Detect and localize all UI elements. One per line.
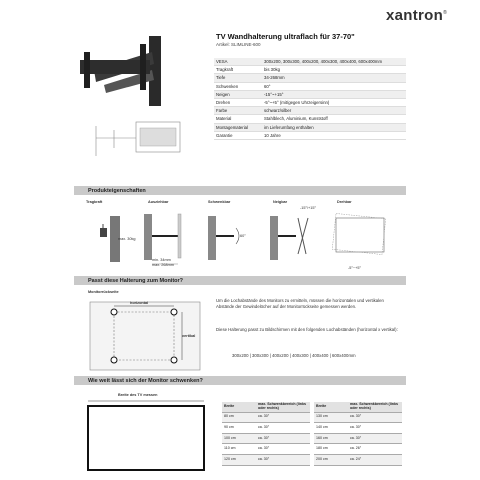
spec-key: Drehen xyxy=(214,98,262,106)
swivel-table-left xyxy=(222,402,310,466)
feature-label-tilt: Neigbar xyxy=(273,200,288,204)
swivel-row xyxy=(314,454,402,465)
spec-key: Tiefe xyxy=(214,74,262,82)
spec-row xyxy=(214,66,406,74)
spec-value: Stahlblech, Aluminium, Kunststoff xyxy=(262,115,406,123)
swivel-row xyxy=(314,423,402,434)
swivel-row xyxy=(222,412,310,423)
spec-value: bis 30kg xyxy=(262,66,406,74)
spec-key: Garantie xyxy=(214,131,262,139)
swivel-row xyxy=(314,412,402,423)
swivel-width: 200 cm xyxy=(314,454,348,465)
swivel-range: ca. 30° xyxy=(256,454,310,465)
spec-value: 60° xyxy=(262,82,406,90)
feature-label-rotate: Drehbar xyxy=(337,200,352,204)
spec-table xyxy=(214,58,406,140)
swivel-range: ca. 30° xyxy=(348,433,402,444)
spec-value: -5°~+5° (mit/gegen Uhrzeigersinn) xyxy=(262,98,406,106)
feature-rotate-angle: -5°~+5° xyxy=(348,266,361,270)
swivel-width: 90 cm xyxy=(222,423,256,434)
spec-value: 10 Jahre xyxy=(262,131,406,139)
feature-label-extendable: Ausziehbar xyxy=(148,200,169,204)
swivel-range: ca. 26° xyxy=(348,444,402,455)
monitor-vertical-label: vertikal xyxy=(182,334,196,338)
spec-key: Farbe xyxy=(214,107,262,115)
product-image xyxy=(74,30,204,160)
spec-key: Material xyxy=(214,115,262,123)
col-width-header: Breite xyxy=(222,402,256,412)
section-features-header: Produkteigenschaften xyxy=(74,186,406,195)
feature-max-weight: max. 30kg xyxy=(118,237,136,241)
section-swivel-header: Wie weit lässt sich der Monitor schwenken? xyxy=(74,376,406,385)
spec-row xyxy=(214,98,406,106)
spec-key: Neigen xyxy=(214,90,262,98)
spec-row xyxy=(214,74,406,82)
swivel-row xyxy=(222,454,310,465)
swivel-width: 100 cm xyxy=(222,433,256,444)
swivel-range: ca. 30° xyxy=(348,412,402,423)
spec-value: im Lieferumfang enthalten xyxy=(262,123,406,131)
swivel-width: 160 cm xyxy=(314,433,348,444)
feature-min-depth: min. 34mm xyxy=(152,258,171,262)
spec-value: 34-268mm xyxy=(262,74,406,82)
swivel-table-right xyxy=(314,402,402,466)
monitor-vesa-list: 300x200 | 300x300 | 400x200 | 400x300 | 400x400 | 600x400mm xyxy=(232,353,356,358)
swivel-width: 80 cm xyxy=(222,412,256,423)
swivel-range: ca. 24° xyxy=(348,454,402,465)
spec-key: VESA xyxy=(214,58,262,66)
swivel-range: ca. 30° xyxy=(256,433,310,444)
spec-key: Montagematerial xyxy=(214,123,262,131)
swivel-range: ca. 30° xyxy=(256,423,310,434)
product-title: TV Wandhalterung ultraflach für 37-70" xyxy=(216,32,355,41)
col-width-header: Breite xyxy=(314,402,348,412)
monitor-paragraph-2: Diese Halterung passt zu Bildschirmen mit den folgenden Lochabständen (horizontal x vertikal): xyxy=(216,327,398,332)
monitor-paragraph-1: Um die Lochabstände des Monitors zu ermitteln, müssen die horizontalen und vertikalen Abstände der Gewindelöcher auf der Monitorrückseite gemessen werden. xyxy=(216,298,384,310)
swivel-width: 140 cm xyxy=(314,423,348,434)
swivel-width: 110 cm xyxy=(222,444,256,455)
swivel-row xyxy=(222,444,310,455)
monitor-heading: Monitorrückseite xyxy=(88,290,119,294)
spec-row xyxy=(214,82,406,90)
spec-value: 300x200, 300x300, 400x200, 400x300, 400x400, 600x400mm xyxy=(262,58,406,66)
swivel-width: 180 cm xyxy=(314,444,348,455)
swivel-row xyxy=(314,433,402,444)
spec-value: schwarz/silber xyxy=(262,107,406,115)
col-range-header: max. Schwenkbereich (links oder rechts) xyxy=(256,402,310,412)
spec-key: Schwenken xyxy=(214,82,262,90)
tv-diagram xyxy=(84,398,208,474)
brand-logo: xantron® xyxy=(386,7,448,24)
feature-tilt-angle: -15°/+15° xyxy=(300,206,317,210)
section-fit-header: Passt diese Halterung zum Monitor? xyxy=(74,276,406,285)
spec-row xyxy=(214,123,406,131)
swivel-range: ca. 30° xyxy=(256,412,310,423)
tv-width-label: Breite des TV messen xyxy=(118,393,158,397)
swivel-width: 120 cm xyxy=(222,454,256,465)
spec-row xyxy=(214,90,406,98)
spec-value: -15°~+15° xyxy=(262,90,406,98)
spec-row xyxy=(214,58,406,66)
feature-label-load: Tragkraft xyxy=(86,200,103,204)
col-range-header: max. Schwenkbereich (links oder rechts) xyxy=(348,402,402,412)
feature-label-swivel: Schwenkbar xyxy=(208,200,231,204)
swivel-width: 130 cm xyxy=(314,412,348,423)
spec-row xyxy=(214,107,406,115)
swivel-range: ca. 30° xyxy=(348,423,402,434)
article-number: Artikel: SLIMLINE-600 xyxy=(216,42,261,47)
spec-key: Tragkraft xyxy=(214,66,262,74)
swivel-row xyxy=(314,444,402,455)
spec-row xyxy=(214,131,406,139)
spec-row xyxy=(214,115,406,123)
swivel-row xyxy=(222,423,310,434)
swivel-row xyxy=(222,433,310,444)
feature-swivel-angle: 60° xyxy=(240,234,246,238)
swivel-range: ca. 30° xyxy=(256,444,310,455)
monitor-horizontal-label: horizontal xyxy=(130,301,149,305)
feature-max-depth: max. 268mm xyxy=(152,263,174,267)
